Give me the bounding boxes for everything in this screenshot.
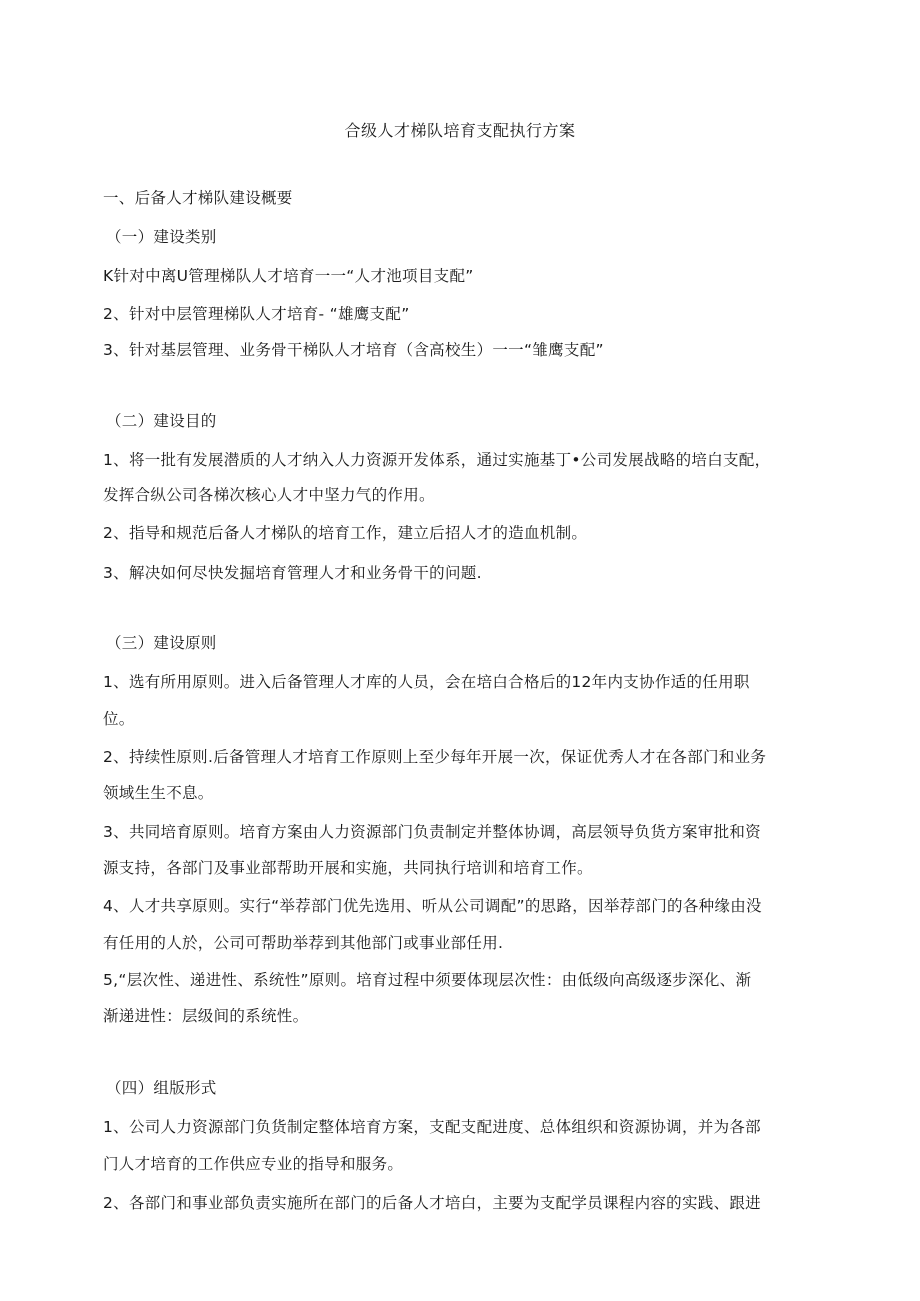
paragraph-line: 3、针对基层管理、业务骨干梯队人才培育（含高校生）一一“雏鹰支配” xyxy=(103,341,604,359)
document-title: 合级人才梯队培育支配执行方案 xyxy=(344,121,576,140)
paragraph-line: 2、持续性原则.后备管理人才培育工作原则上至少每年开展一次，保证优秀人才在各部门和业务 xyxy=(103,748,767,766)
paragraph-line: 发挥合纵公司各梯次核心人才中坚力气的作用。 xyxy=(103,486,435,504)
paragraph-line: 领域生生不息。 xyxy=(103,784,214,802)
paragraph-line: 2、各部门和事业部负责实施所在部门的后备人才培白，主要为支配学员课程内容的实践、跟进 xyxy=(103,1194,761,1212)
paragraph-line: 门人才培育的工作供应专业的指导和服务。 xyxy=(103,1155,404,1173)
paragraph-line: 渐递进性：层级间的系统性。 xyxy=(103,1007,309,1025)
paragraph-line: 1、将一批有发展潜质的人才纳入人力资源开发体系，通过实施基丁•公司发展战略的培白支配， xyxy=(103,451,771,469)
subsection-heading: （二）建设目的 xyxy=(106,412,217,430)
paragraph-line: 3、解决如何尽快发掘培育管理人才和业务骨干的问题. xyxy=(103,564,482,582)
paragraph-line: 4、人才共享原则。实行“举荐部门优先选用、听从公司调配”的思路，因举荐部门的各种缘由没 xyxy=(103,897,762,915)
subsection-heading: （三）建设原则 xyxy=(106,634,217,652)
paragraph-line: 位。 xyxy=(103,710,135,728)
paragraph-line: 5,“层次性、递进性、系统性”原则。培育过程中须要体现层次性：由低级向高级逐步深化、渐 xyxy=(103,971,752,989)
paragraph-line: K针对中离U管理梯队人才培育一一“人才池项目支配” xyxy=(103,267,474,285)
subsection-heading: （一）建设类别 xyxy=(106,228,217,246)
paragraph-line: 2、指导和规范后备人才梯队的培育工作，建立后招人才的造血机制。 xyxy=(103,524,588,542)
paragraph-line: 有任用的人於，公司可帮助举荐到其他部门或事业部任用. xyxy=(103,934,504,952)
paragraph-line: 源支持，各部门及事业部帮助开展和实施，共同执行培训和培育工作。 xyxy=(103,859,593,877)
paragraph-line: 2、针对中层管理梯队人才培育- “雄鹰支配” xyxy=(103,305,410,323)
section-heading: 一、后备人才梯队建设概要 xyxy=(103,189,293,207)
subsection-heading: （四）组版形式 xyxy=(106,1079,217,1097)
paragraph-line: 3、共同培育原则。培育方案由人力资源部门负责制定并整体协调，高层领导负货方案审批和资 xyxy=(103,823,761,841)
paragraph-line: 1、选有所用原则。进入后备管理人才库的人员，会在培白合格后的12年内支协作适的任用职 xyxy=(103,673,750,691)
paragraph-line: 1、公司人力资源部门负货制定整体培育方案，支配支配进度、总体组织和资源协调，并为各部 xyxy=(103,1118,761,1136)
